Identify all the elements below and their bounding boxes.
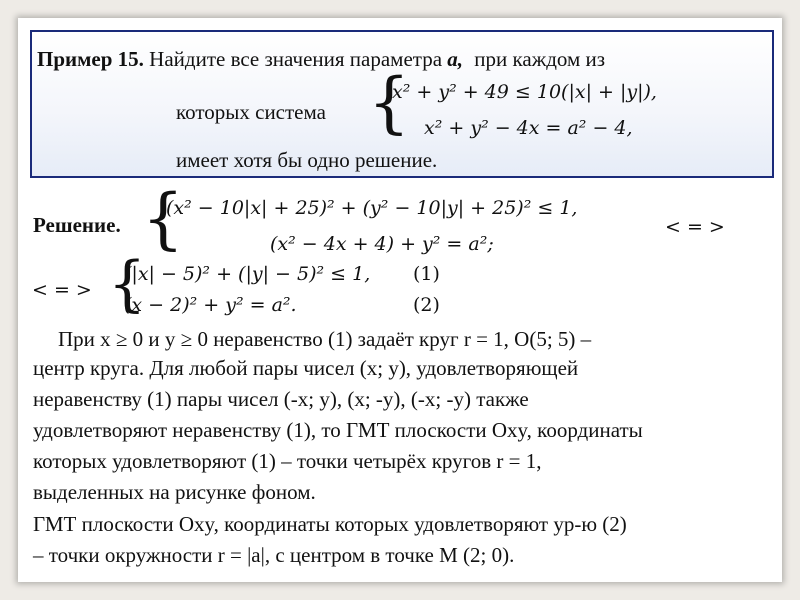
para1-line-1: При x ≥ 0 и y ≥ 0 неравенство (1) задаёт круг r = 1, О(5; 5) –	[58, 327, 592, 351]
solution-eq-2: (x² − 4x + 4) + y² = a²;	[270, 233, 494, 255]
para1-line-6: выделенных на рисунке фоном.	[33, 480, 316, 504]
para1-line-2: центр круга. Для любой пары чисел (x; y), удовлетворяющей	[33, 356, 579, 380]
solution-eq-3: (|x| − 5)² + (|y| − 5)² ≤ 1,	[124, 263, 371, 285]
task-line-1	[37, 47, 605, 71]
para1-line-5: которых удовлетворяют (1) – точки четырёх кругов r = 1,	[33, 449, 542, 473]
para2-line-2: – точки окружности r = |a|, с центром в точке М (2; 0).	[33, 543, 515, 567]
solution-eq-4: (x − 2)² + y² = a².	[124, 294, 297, 316]
example-label: Пример 15.	[37, 47, 144, 71]
solution-brace-1: {	[142, 180, 184, 257]
param-a: a,	[447, 47, 464, 71]
solution-label	[33, 213, 121, 237]
system-brace: {	[368, 64, 410, 141]
eq-number-1: (1)	[413, 263, 440, 285]
para1-line-4: удовлетворяют неравенству (1), то ГМТ плоскости Oxy, координаты	[33, 418, 643, 442]
eq-number-2: (2)	[413, 294, 440, 316]
system-eq-2: x² + y² − 4x = a² − 4,	[424, 117, 633, 139]
task-text: Найдите все значения параметра	[149, 47, 443, 71]
solution-brace-2: {	[108, 249, 147, 319]
system-eq-1: x² + y² + 49 ≤ 10(|x| + |y|),	[392, 81, 657, 103]
para2-line-1: ГМТ плоскости Oxy, координаты которых удовлетворяют ур-ю (2)	[33, 512, 627, 536]
task-line-2: которых система	[176, 100, 326, 124]
task-text-tail: при каждом из	[474, 47, 606, 71]
equiv-right: < = >	[665, 216, 725, 238]
equiv-left: < = >	[32, 279, 92, 301]
para1-line-3: неравенству (1) пары чисел (-x; y), (x; -y), (-x; -y) также	[33, 387, 529, 411]
solution-label-text: Решение.	[33, 213, 121, 237]
task-line-3: имеет хотя бы одно решение.	[176, 148, 438, 172]
solution-eq-1: (x² − 10|x| + 25)² + (y² − 10|y| + 25)² ≤ 1,	[166, 197, 578, 219]
